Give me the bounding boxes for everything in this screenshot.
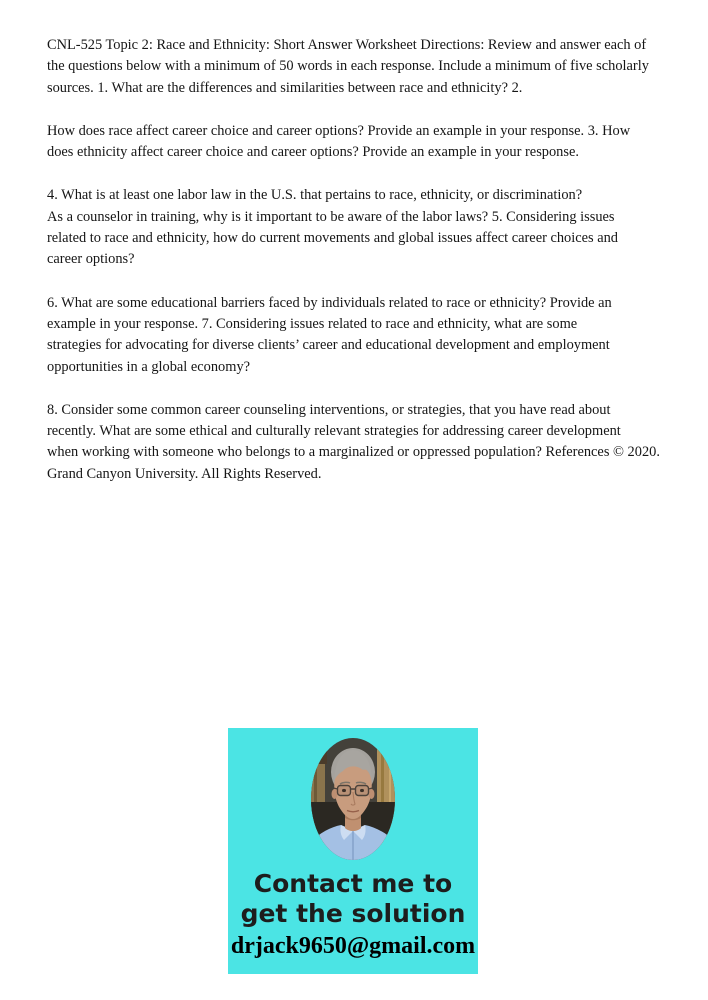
text-line: the questions below with a minimum of 50 words in each response. Include a minimum of five scholarly bbox=[47, 58, 649, 75]
text-line: does ethnicity affect career choice and career options? Provide an example in your response. bbox=[47, 144, 579, 161]
worksheet-paragraph bbox=[47, 293, 660, 378]
contact-email: drjack9650@gmail.com bbox=[230, 933, 476, 959]
contact-promo-banner bbox=[228, 728, 478, 974]
text-line: 4. What is at least one labor law in the U.S. that pertains to race, ethnicity, or discrimination? bbox=[47, 187, 583, 204]
text-line: 6. What are some educational barriers faced by individuals related to race or ethnicity? Provide an bbox=[47, 294, 612, 311]
worksheet-paragraph bbox=[47, 121, 660, 164]
text-line: How does race affect career choice and career options? Provide an example in your response. 3. How bbox=[47, 122, 631, 139]
portrait-photo bbox=[311, 738, 395, 860]
text-line: strategies for advocating for diverse clients’ career and educational development and employment bbox=[47, 337, 610, 354]
text-line: related to race and ethnicity, how do current movements and global issues affect career choices and bbox=[47, 230, 618, 247]
worksheet-paragraph bbox=[47, 400, 660, 485]
text-line: opportunities in a global economy? bbox=[47, 358, 251, 375]
contact-heading bbox=[241, 869, 466, 929]
text-line: recently. What are some ethical and culturally relevant strategies for addressing career development bbox=[47, 423, 621, 440]
worksheet-text bbox=[47, 35, 660, 507]
contact-heading-line1: Contact me to bbox=[253, 869, 453, 898]
contact-heading-line2: get the solution bbox=[240, 899, 466, 928]
text-line: Grand Canyon University. All Rights Reserved. bbox=[47, 465, 322, 482]
text-line: 8. Consider some common career counseling interventions, or strategies, that you have read about bbox=[47, 401, 611, 418]
text-line: career options? bbox=[47, 251, 135, 268]
text-line: CNL-525 Topic 2: Race and Ethnicity: Short Answer Worksheet Directions: Review and answer each of bbox=[47, 37, 647, 53]
text-line: when working with someone who belongs to a marginalized or oppressed population? References © 2020. bbox=[47, 444, 660, 461]
worksheet-paragraph bbox=[47, 185, 660, 270]
text-line: example in your response. 7. Considering issues related to race and ethnicity, what are some bbox=[47, 315, 578, 332]
text-line: sources. 1. What are the differences and similarities between race and ethnicity? 2. bbox=[47, 79, 523, 96]
worksheet-paragraph bbox=[47, 35, 660, 99]
text-line: As a counselor in training, why is it important to be aware of the labor laws? 5. Considering issues bbox=[47, 208, 615, 225]
